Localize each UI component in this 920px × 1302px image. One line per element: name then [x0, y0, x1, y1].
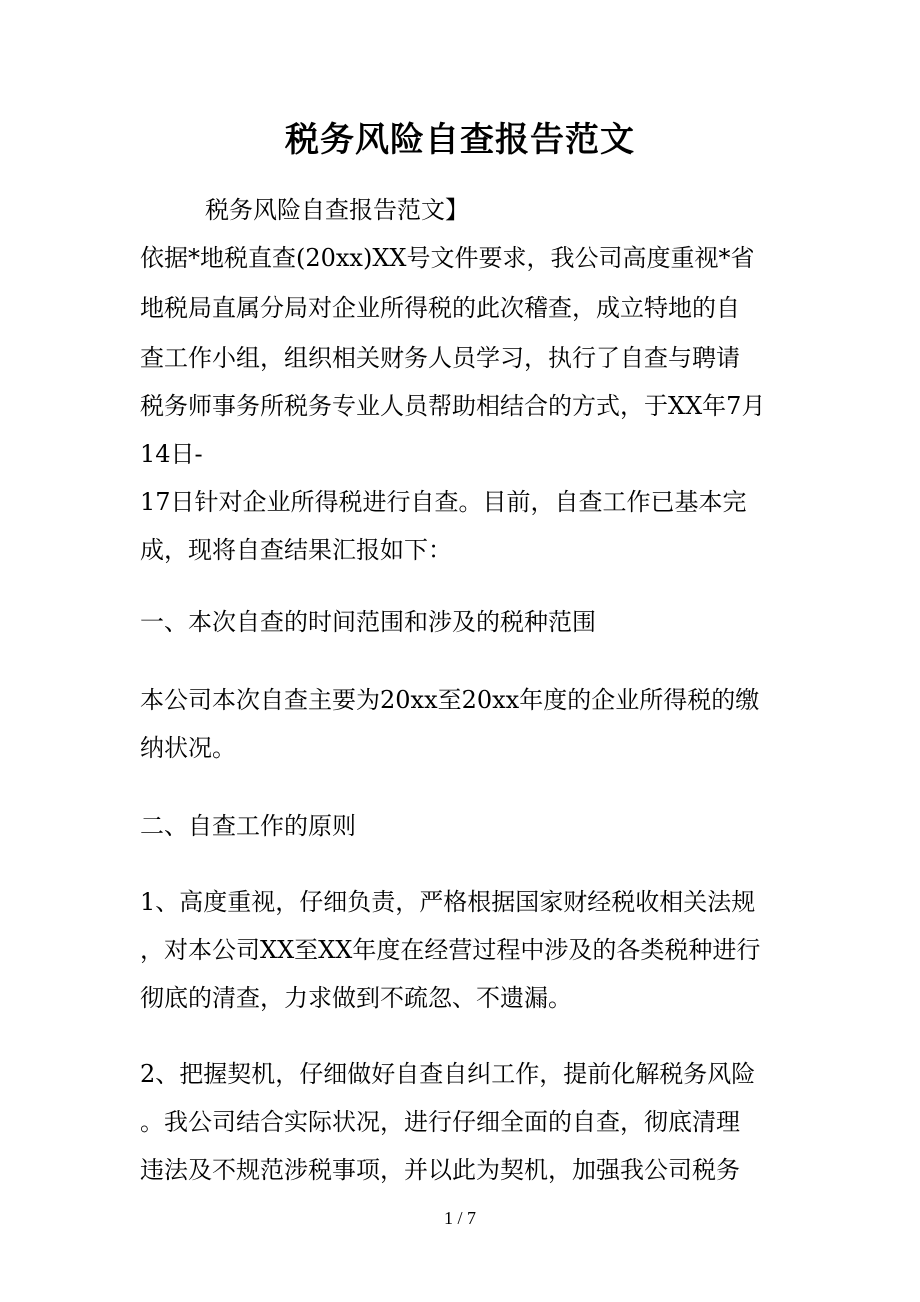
subtitle-line: 税务风险自查报告范文】 — [205, 196, 469, 224]
paragraph-line: 2、把握契机，仔细做好自查自纠工作，提前化解税务风险 — [140, 1060, 756, 1088]
paragraph-line: ，对本公司XX至XX年度在经营过程中涉及的各类税种进行 — [140, 936, 761, 964]
paragraph-line: 14日- — [140, 440, 203, 468]
paragraph-line: 1、高度重视，仔细负责，严格根据国家财经税收相关法规 — [140, 888, 756, 916]
paragraph-line: 违法及不规范涉税事项，并以此为契机，加强我公司税务 — [140, 1156, 740, 1184]
paragraph-line: 依据*地税直查(20xx)XX号文件要求，我公司高度重视*省 — [140, 244, 755, 272]
paragraph-line: 税务师事务所税务专业人员帮助相结合的方式，于XX年7月 — [140, 392, 766, 420]
paragraph-line: 查工作小组，组织相关财务人员学习，执行了自查与聘请 — [140, 344, 740, 372]
paragraph-line: 。我公司结合实际状况，进行仔细全面的自查，彻底清理 — [140, 1108, 740, 1136]
paragraph-line: 17日针对企业所得税进行自查。目前，自查工作已基本完 — [140, 488, 747, 516]
paragraph-line: 成，现将自查结果汇报如下： — [140, 536, 452, 564]
section-heading-1: 一、本次自查的时间范围和涉及的税种范围 — [140, 608, 596, 636]
paragraph-line: 地税局直属分局对企业所得税的此次稽查，成立特地的自 — [140, 294, 740, 322]
document-title: 税务风险自查报告范文 — [285, 120, 635, 160]
paragraph-line: 彻底的清查，力求做到不疏忽、不遗漏。 — [140, 984, 572, 1012]
section-heading-2: 二、自查工作的原则 — [140, 812, 356, 840]
paragraph-line: 纳状况。 — [140, 734, 236, 762]
page-indicator: 1 / 7 — [443, 1208, 476, 1228]
paragraph-line: 本公司本次自查主要为20xx至20xx年度的企业所得税的缴 — [140, 686, 760, 714]
